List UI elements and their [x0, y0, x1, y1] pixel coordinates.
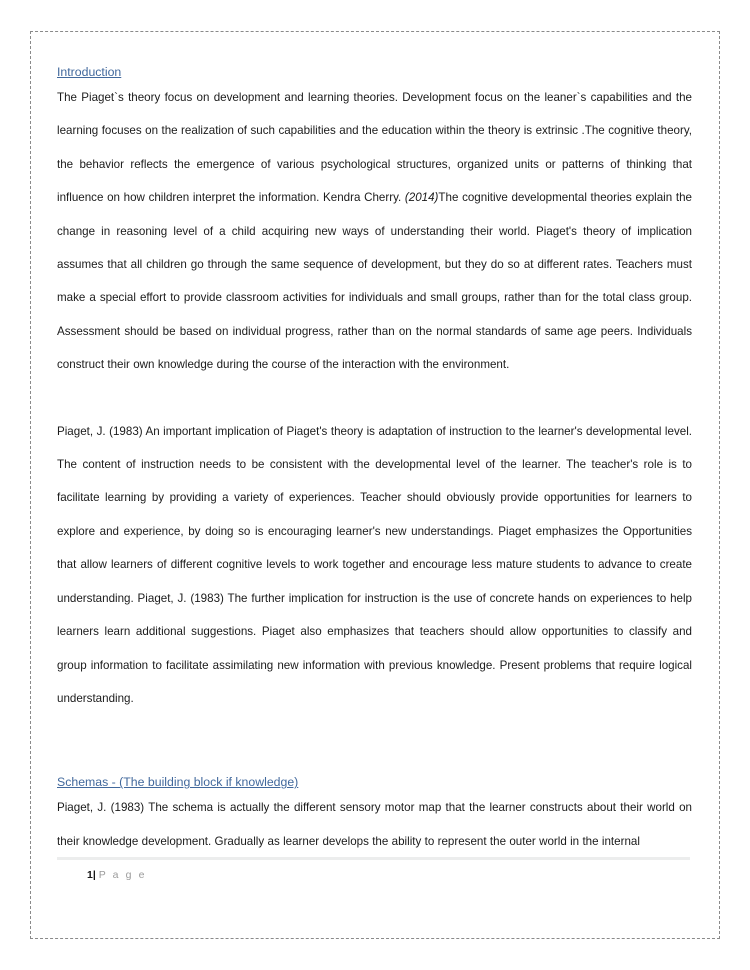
page-footer	[57, 857, 692, 881]
paragraph-schemas-1	[57, 791, 692, 858]
document-page-sheet	[30, 31, 720, 939]
text-run: Piaget, J. (1983) The schema is actually the different sensory motor map that the learner constructs about their world on their knowledge development. Gradually as learner develops the ability to represent the outer world in the internal	[57, 801, 692, 848]
section-spacer	[57, 715, 692, 775]
text-run: The cognitive developmental theories explain the change in reasoning level of a child acquiring new ways of understanding their world. Piaget's theory of implication assumes that all children go through the same sequence of development, but they do so at different rates. Teachers must make a special effort to provide classroom activities for individuals and small groups, rather than for the total class group. Assessment should be based on individual progress, rather than on the normal standards of same age peers. Individuals construct their own knowledge during the course of the interaction with the environment.	[57, 191, 692, 372]
paragraph-introduction-1	[57, 81, 692, 382]
text-run-italic-year: (2014)	[404, 191, 439, 205]
footer-page-indicator	[57, 869, 692, 881]
text-run: Piaget, J. (1983) An important implication of Piaget's theory is adaptation of instruction to the learner's developmental level. The content of instruction needs to be consistent with the developmental level of the learner. The teacher's role is to facilitate learning by providing a variety of experiences. Teacher should obviously provide opportunities for learners to explore and experience, by doing so is encouraging learner's new understandings. Piaget emphasizes the Opportunities that allow learners of different cognitive levels to work together and encourage less mature students to advance to create understanding. Piaget, J. (1983) The further implication for instruction is the use of concrete hands on experiences to help learners learn additional suggestions. Piaget also emphasizes that teachers should allow opportunities to classify and group information to facilitate assimilating new information with previous knowledge. Present problems that require logical understanding.	[57, 424, 692, 705]
footer-separator: |	[92, 869, 96, 881]
footer-divider	[57, 857, 690, 860]
text-run: The Piaget`s theory focus on development and learning theories. Development focus on the leaner`s capabilities and the learning focuses on the realization of such capabilities and the education within the theory is extrinsic .The cognitive theory, the behavior reflects the emergence of various psychological structures, organized units or patterns of thinking that influence on how children interpret the information. Kendra Cherry.	[57, 91, 692, 205]
paragraph-spacer	[57, 382, 692, 415]
footer-page-label: P a g e	[98, 869, 147, 881]
document-body	[57, 65, 692, 858]
footer-page-number: 1	[87, 869, 93, 881]
paragraph-introduction-2	[57, 415, 692, 716]
section-heading-introduction: Introduction	[57, 65, 122, 79]
section-heading-schemas: Schemas - (The building block if knowledge)	[57, 775, 299, 790]
